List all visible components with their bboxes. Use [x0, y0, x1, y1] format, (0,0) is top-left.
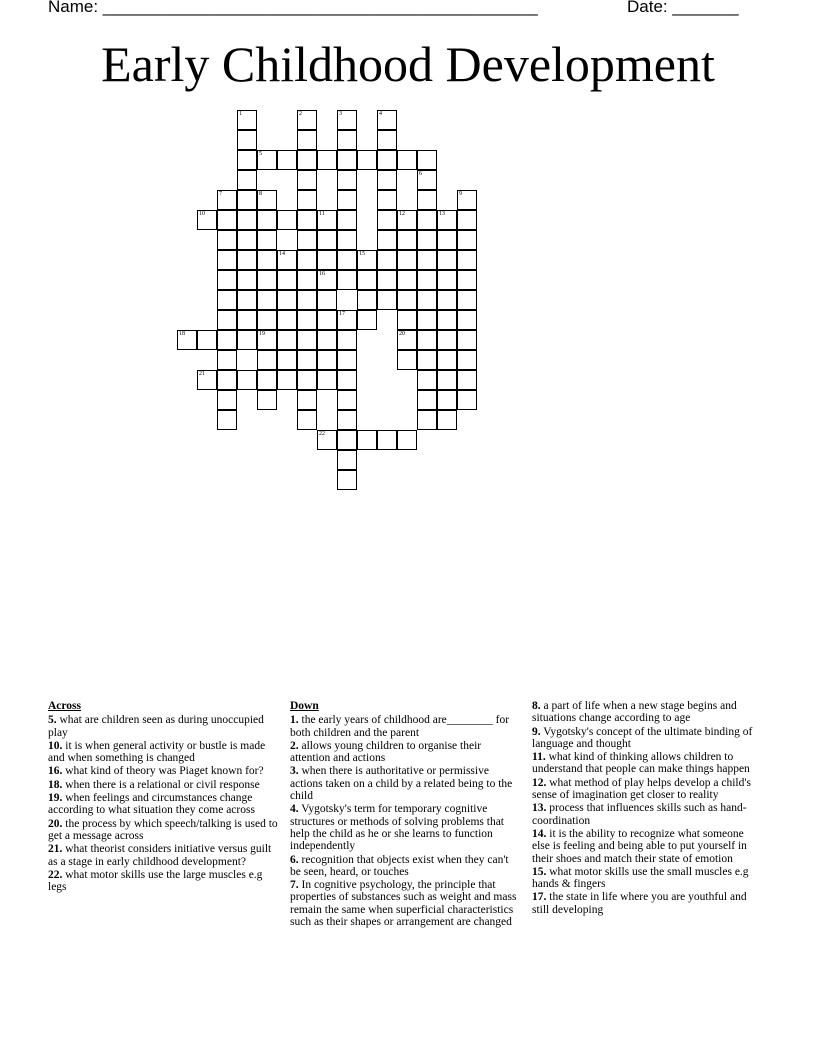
clue-number-label: 14.: [532, 827, 547, 840]
grid-cell[interactable]: [237, 310, 257, 330]
clue-text: what method of play helps develop a child's sense of imagination get closer to reality: [532, 776, 751, 802]
clue-text: the process by which speech/talking is used to get a message across: [48, 817, 278, 842]
grid-cell[interactable]: [297, 310, 317, 330]
grid-cell[interactable]: [417, 410, 437, 430]
grid-cell[interactable]: [337, 470, 357, 490]
clue-text: what kind of thinking allows children to understand that people can make things happen: [532, 751, 750, 776]
clue-number: 15: [359, 251, 365, 257]
clue-number-label: 5.: [48, 714, 57, 727]
grid-cell[interactable]: [297, 390, 317, 410]
grid-cell[interactable]: [237, 190, 257, 210]
clue-item: [532, 802, 764, 827]
name-field-label[interactable]: Name: ______________________________________________: [48, 0, 538, 16]
clue-number-label: 20.: [48, 817, 63, 830]
grid-cell[interactable]: [317, 350, 337, 370]
grid-cell[interactable]: [377, 290, 397, 310]
grid-cell[interactable]: [317, 250, 337, 270]
clue-number-label: 17.: [532, 891, 547, 904]
grid-cell[interactable]: [217, 310, 237, 330]
grid-cell[interactable]: [377, 110, 397, 130]
grid-cell[interactable]: [237, 370, 257, 390]
grid-cell[interactable]: [217, 350, 237, 370]
grid-cell[interactable]: [377, 250, 397, 270]
grid-cell[interactable]: [217, 290, 237, 310]
grid-cell[interactable]: [257, 290, 277, 310]
grid-cell[interactable]: [257, 230, 277, 250]
grid-cell[interactable]: [237, 290, 257, 310]
grid-cell[interactable]: [337, 170, 357, 190]
clue-text: the early years of childhood are________ for both children and the parent: [290, 714, 510, 739]
clue-item: [532, 726, 764, 751]
clue-number-label: 13.: [532, 802, 547, 815]
clue-text: the state in life where you are youthful and still developing: [532, 891, 747, 916]
grid-cell[interactable]: [397, 230, 417, 250]
grid-cell[interactable]: [377, 270, 397, 290]
grid-cell[interactable]: [337, 250, 357, 270]
clue-item: [290, 854, 522, 879]
grid-cell[interactable]: [277, 270, 297, 290]
grid-cell[interactable]: [337, 150, 357, 170]
clue-item: [532, 777, 764, 802]
grid-cell[interactable]: [417, 170, 437, 190]
clue-item: [290, 879, 522, 928]
grid-cell[interactable]: [217, 230, 237, 250]
clue-number-label: 12.: [532, 776, 547, 789]
grid-cell[interactable]: [337, 130, 357, 150]
grid-cell[interactable]: [317, 430, 337, 450]
grid-cell[interactable]: [437, 350, 457, 370]
clue-item: [532, 751, 764, 776]
clue-number: 22: [319, 431, 325, 437]
grid-cell[interactable]: [257, 350, 277, 370]
grid-cell[interactable]: [417, 390, 437, 410]
grid-cell[interactable]: [277, 330, 297, 350]
grid-cell[interactable]: [217, 210, 237, 230]
grid-cell[interactable]: [437, 310, 457, 330]
clue-number-label: 4.: [290, 803, 299, 816]
grid-cell[interactable]: [397, 210, 417, 230]
clue-text: what motor skills use the large muscles e.g legs: [48, 868, 263, 894]
grid-cell[interactable]: [397, 350, 417, 370]
clue-number: 19: [259, 331, 265, 337]
grid-cell[interactable]: [257, 390, 277, 410]
grid-cell[interactable]: [397, 270, 417, 290]
clue-text: it is when general activity or bustle is made and when something is changed: [48, 739, 266, 765]
grid-cell[interactable]: [297, 330, 317, 350]
grid-cell[interactable]: [437, 270, 457, 290]
clue-number-label: 18.: [48, 778, 63, 791]
clue-text: what theorist considers initiative versus guilt as a stage in early childhood development?: [48, 843, 272, 868]
grid-cell[interactable]: [217, 390, 237, 410]
grid-cell[interactable]: [377, 190, 397, 210]
clue-number-label: 10.: [48, 739, 63, 752]
grid-cell[interactable]: [457, 330, 477, 350]
grid-cell[interactable]: [337, 230, 357, 250]
grid-cell[interactable]: [417, 330, 437, 350]
grid-cell[interactable]: [337, 450, 357, 470]
clue-number-label: 21.: [48, 843, 63, 856]
clue-number: 1: [239, 111, 242, 117]
grid-cell[interactable]: [297, 170, 317, 190]
grid-cell[interactable]: [237, 130, 257, 150]
clue-number-label: 3.: [290, 765, 299, 778]
grid-cell[interactable]: [317, 150, 337, 170]
clue-number: 8: [259, 191, 262, 197]
grid-cell[interactable]: [417, 190, 437, 210]
clue-item: [48, 714, 280, 739]
grid-cell[interactable]: [217, 250, 237, 270]
grid-cell[interactable]: [337, 370, 357, 390]
grid-cell[interactable]: [297, 130, 317, 150]
grid-cell[interactable]: [457, 350, 477, 370]
clue-number-label: 8.: [532, 700, 541, 712]
date-field-label[interactable]: Date: _______: [627, 0, 739, 16]
grid-cell[interactable]: [217, 270, 237, 290]
clue-item: [48, 779, 280, 791]
grid-cell[interactable]: [397, 430, 417, 450]
clue-number: 16: [319, 271, 325, 277]
clue-item: [532, 828, 764, 865]
grid-cell[interactable]: [337, 330, 357, 350]
puzzle-title: Early Childhood Development: [101, 36, 715, 92]
clue-text: In cognitive psychology, the principle that properties of substances such as weight and mass remain the same when superficial characteristics such as their shapes or arrangement are changed: [290, 879, 517, 929]
grid-cell[interactable]: [357, 150, 377, 170]
grid-cell[interactable]: [437, 210, 457, 230]
grid-cell[interactable]: [297, 230, 317, 250]
clue-item: [532, 891, 764, 916]
grid-cell[interactable]: [277, 250, 297, 270]
grid-cell[interactable]: [317, 310, 337, 330]
across-heading: Across: [48, 700, 82, 712]
grid-cell[interactable]: [297, 270, 317, 290]
clue-item: [290, 714, 522, 739]
grid-cell[interactable]: [237, 110, 257, 130]
grid-cell[interactable]: [217, 410, 237, 430]
grid-cell[interactable]: [397, 150, 417, 170]
grid-cell[interactable]: [397, 290, 417, 310]
clue-number-label: 2.: [290, 739, 299, 752]
clue-number-label: 16.: [48, 765, 63, 778]
grid-cell[interactable]: [337, 390, 357, 410]
grid-cell[interactable]: [457, 390, 477, 410]
grid-cell[interactable]: [257, 270, 277, 290]
clue-column-down: [290, 700, 522, 929]
grid-cell[interactable]: [357, 290, 377, 310]
grid-cell[interactable]: [417, 270, 437, 290]
grid-cell[interactable]: [377, 230, 397, 250]
grid-cell[interactable]: [337, 270, 357, 290]
grid-cell[interactable]: [237, 210, 257, 230]
clue-text: recognition that objects exist when they can't be seen, heard, or touches: [290, 853, 509, 878]
clue-item: [290, 803, 522, 852]
grid-cell[interactable]: [257, 210, 277, 230]
grid-cell[interactable]: [277, 290, 297, 310]
grid-cell[interactable]: [237, 170, 257, 190]
grid-cell[interactable]: [237, 250, 257, 270]
grid-cell[interactable]: [377, 170, 397, 190]
clue-number-label: 19.: [48, 792, 63, 805]
grid-cell[interactable]: [357, 310, 377, 330]
grid-cell[interactable]: [437, 290, 457, 310]
grid-cell[interactable]: [317, 370, 337, 390]
clue-number: 11: [319, 211, 325, 217]
grid-cell[interactable]: [277, 350, 297, 370]
clue-text: when there is authoritative or permissive actions taken on a child by a related being to the child: [290, 765, 513, 803]
grid-cell[interactable]: [417, 350, 437, 370]
grid-cell[interactable]: [457, 290, 477, 310]
grid-cell[interactable]: [297, 210, 317, 230]
grid-cell[interactable]: [237, 270, 257, 290]
clue-number-label: 1.: [290, 714, 299, 727]
grid-cell[interactable]: [337, 110, 357, 130]
grid-cell[interactable]: [297, 410, 317, 430]
clue-text: Vygotsky's term for temporary cognitive structures or methods of solving problems that help the child as he or she learns to function independently: [290, 803, 504, 853]
grid-cell[interactable]: [317, 230, 337, 250]
grid-cell[interactable]: [197, 330, 217, 350]
clue-number: 7: [219, 191, 222, 197]
clue-text: a part of life when a new stage begins and situations change according to age: [532, 700, 737, 725]
grid-cell[interactable]: [337, 210, 357, 230]
clue-item: [532, 700, 764, 725]
clue-number: 18: [179, 331, 185, 337]
grid-cell[interactable]: [217, 190, 237, 210]
clue-number: 4: [379, 111, 382, 117]
grid-cell[interactable]: [277, 210, 297, 230]
grid-cell[interactable]: [337, 410, 357, 430]
grid-cell[interactable]: [457, 270, 477, 290]
clue-text: it is the ability to recognize what someone else is feeling and being able to put yourself in their shoes and match their state of emotion: [532, 827, 747, 865]
grid-cell[interactable]: [217, 330, 237, 350]
grid-cell[interactable]: [417, 210, 437, 230]
grid-cell[interactable]: [377, 210, 397, 230]
clue-number-label: 15.: [532, 865, 547, 878]
grid-cell[interactable]: [197, 210, 217, 230]
clue-item: [48, 818, 280, 843]
grid-cell[interactable]: [257, 150, 277, 170]
grid-cell[interactable]: [437, 410, 457, 430]
grid-cell[interactable]: [437, 330, 457, 350]
grid-cell[interactable]: [317, 330, 337, 350]
grid-cell[interactable]: [237, 150, 257, 170]
grid-cell[interactable]: [257, 330, 277, 350]
grid-cell[interactable]: [397, 310, 417, 330]
clue-number-label: 11.: [532, 751, 546, 764]
grid-cell[interactable]: [217, 370, 237, 390]
clue-number-label: 6.: [290, 853, 299, 866]
down-heading: Down: [290, 700, 319, 712]
clue-number: 6: [419, 171, 422, 177]
grid-cell[interactable]: [417, 230, 437, 250]
clue-item: [532, 866, 764, 891]
grid-cell[interactable]: [317, 290, 337, 310]
clue-number: 13: [439, 211, 445, 217]
grid-cell[interactable]: [237, 330, 257, 350]
grid-cell[interactable]: [377, 430, 397, 450]
grid-cell[interactable]: [277, 370, 297, 390]
clue-item: [48, 765, 280, 777]
grid-cell[interactable]: [297, 110, 317, 130]
grid-cell[interactable]: [317, 210, 337, 230]
grid-cell[interactable]: [337, 350, 357, 370]
grid-cell[interactable]: [297, 190, 317, 210]
clue-number: 14: [279, 251, 285, 257]
crossword-grid: [0, 0, 816, 520]
grid-cell[interactable]: [277, 150, 297, 170]
grid-cell[interactable]: [437, 250, 457, 270]
grid-cell[interactable]: [357, 250, 377, 270]
grid-cell[interactable]: [417, 150, 437, 170]
grid-cell[interactable]: [377, 150, 397, 170]
grid-cell[interactable]: [377, 130, 397, 150]
clue-column-down-continued: [532, 700, 764, 917]
grid-cell[interactable]: [457, 230, 477, 250]
grid-cell[interactable]: [417, 250, 437, 270]
clue-column-across: [48, 700, 280, 894]
grid-cell[interactable]: [357, 430, 377, 450]
grid-cell[interactable]: [417, 370, 437, 390]
grid-cell[interactable]: [397, 250, 417, 270]
grid-cell[interactable]: [177, 330, 197, 350]
grid-cell[interactable]: [457, 210, 477, 230]
clue-number-label: 9.: [532, 725, 541, 738]
clue-number: 3: [339, 111, 342, 117]
grid-cell[interactable]: [277, 310, 297, 330]
clue-number: 5: [259, 151, 262, 157]
clue-number: 9: [459, 191, 462, 197]
clue-number-label: 7.: [290, 879, 299, 892]
grid-cell[interactable]: [457, 310, 477, 330]
grid-cell[interactable]: [417, 310, 437, 330]
clue-item: [48, 869, 280, 894]
clue-number: 17: [339, 311, 345, 317]
grid-cell[interactable]: [437, 390, 457, 410]
grid-cell[interactable]: [257, 250, 277, 270]
clue-text: Vygotsky's concept of the ultimate binding of language and thought: [532, 725, 753, 750]
grid-cell[interactable]: [297, 370, 317, 390]
grid-cell[interactable]: [337, 310, 357, 330]
grid-cell[interactable]: [397, 330, 417, 350]
grid-cell[interactable]: [257, 310, 277, 330]
grid-cell[interactable]: [357, 270, 377, 290]
clue-item: [48, 740, 280, 765]
grid-cell[interactable]: [257, 190, 277, 210]
grid-cell[interactable]: [297, 250, 317, 270]
grid-cell[interactable]: [437, 370, 457, 390]
grid-cell[interactable]: [237, 230, 257, 250]
clue-text: process that influences skills such as hand-coordination: [532, 802, 747, 827]
grid-cell[interactable]: [337, 190, 357, 210]
clue-number: 21: [199, 371, 205, 377]
clue-number: 12: [399, 211, 405, 217]
clue-number: 2: [299, 111, 302, 117]
clue-number-label: 22.: [48, 868, 63, 881]
grid-cell[interactable]: [457, 190, 477, 210]
grid-cell[interactable]: [297, 150, 317, 170]
grid-cell[interactable]: [197, 370, 217, 390]
clue-text: what kind of theory was Piaget known for?: [65, 765, 264, 778]
clue-item: [48, 792, 280, 817]
grid-cell[interactable]: [297, 290, 317, 310]
grid-cell[interactable]: [437, 230, 457, 250]
grid-cell[interactable]: [417, 290, 437, 310]
clue-text: what are children seen as during unoccupied play: [48, 714, 264, 739]
clue-item: [290, 765, 522, 802]
clue-text: what motor skills use the small muscles e.g hands & fingers: [532, 865, 749, 891]
clue-number: 10: [199, 211, 205, 217]
grid-cell[interactable]: [297, 350, 317, 370]
clue-number: 20: [399, 331, 405, 337]
clue-item: [48, 843, 280, 868]
clue-text: when feelings and circumstances change according to what situation they come across: [48, 792, 255, 817]
clue-text: allows young children to organise their attention and actions: [290, 739, 482, 765]
clue-item: [290, 740, 522, 765]
grid-cell[interactable]: [337, 430, 357, 450]
grid-cell[interactable]: [457, 370, 477, 390]
grid-cell[interactable]: [457, 250, 477, 270]
grid-cell[interactable]: [317, 270, 337, 290]
clue-text: when there is a relational or civil response: [65, 778, 260, 791]
grid-cell[interactable]: [257, 370, 277, 390]
